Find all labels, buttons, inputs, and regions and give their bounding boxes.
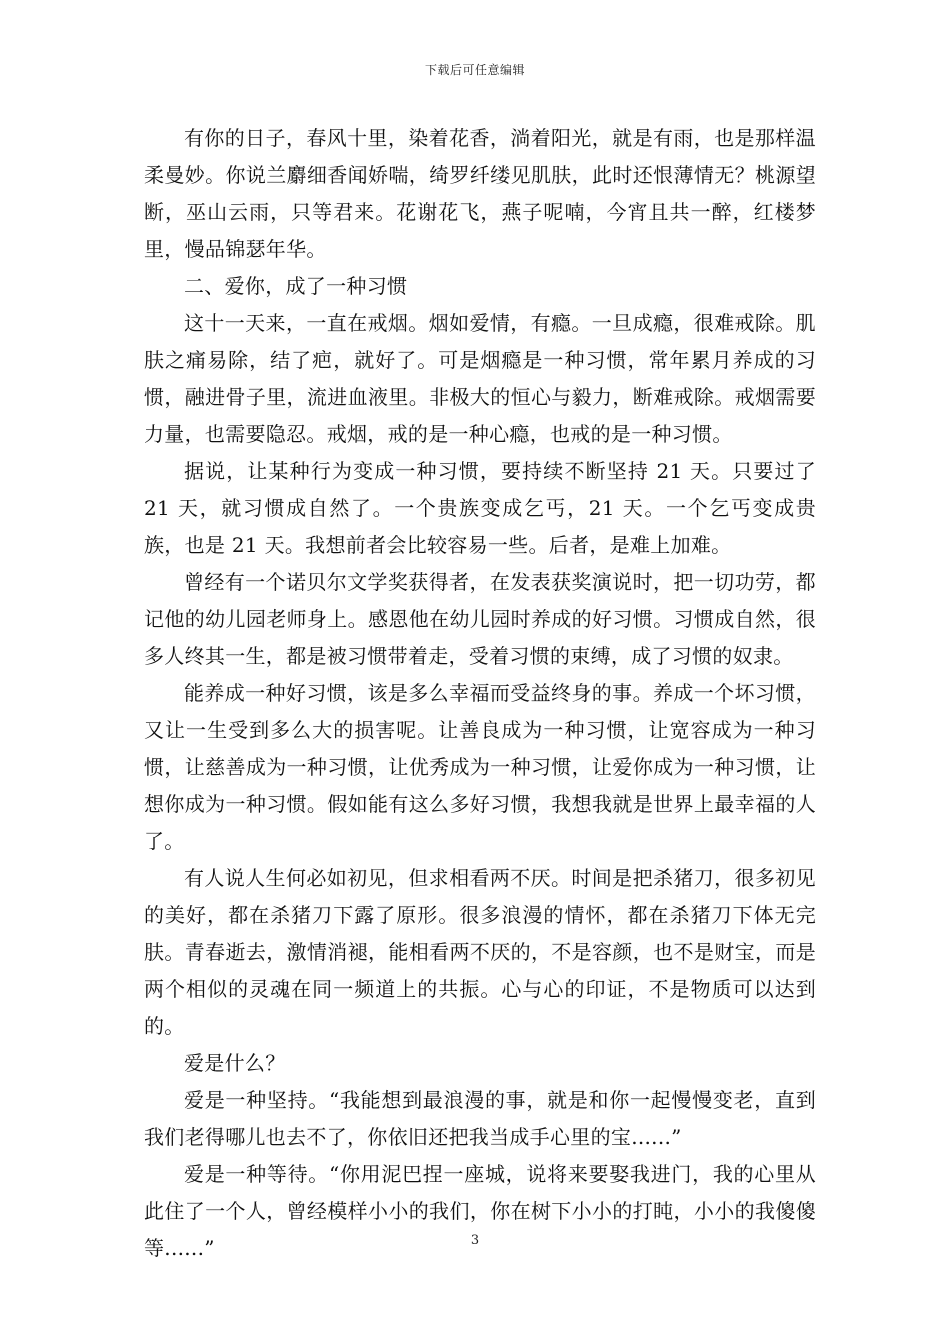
page-header: 下载后可任意编辑 xyxy=(424,63,525,77)
section-heading: 二、爱你，成了一种习惯 xyxy=(184,274,408,298)
paragraph-1: 有你的日子，春风十里，染着花香，淌着阳光，就是有雨，也是那样温柔曼妙。你说兰麝细香闻娇喘，绮罗纤缕见肌肤，此时还恨薄情无？桃源望断，巫山云雨，只等君来。花谢花飞，燕子呢喃，今宵且共一醉，红楼梦里，慢品锦瑟年华。 xyxy=(144,126,816,261)
page-number: 3 xyxy=(470,1233,480,1248)
paragraph-8: 爱是一种等待。“你用泥巴捏一座城，说将来要娶我进门，我的心里从此住了一个人，曾经模样小小的我们，你在树下小小的打盹，小小的我傻傻等......” xyxy=(144,1162,816,1260)
paragraph-5: 能养成一种好习惯，该是多么幸福而受益终身的事。养成一个坏习惯，又让一生受到多么大的损害呢。让善良成为一种习惯，让宽容成为一种习惯，让慈善成为一种习惯，让优秀成为一种习惯，让爱你成为一种习惯，让想你成为一种习惯。假如能有这么多好习惯，我想我就是世界上最幸福的人了。 xyxy=(144,681,816,853)
paragraph-question: 爱是什么？ xyxy=(184,1051,286,1075)
paragraph-2: 这十一天来，一直在戒烟。烟如爱情，有瘾。一旦成瘾，很难戒除。肌肤之痛易除，结了疤，就好了。可是烟瘾是一种习惯，常年累月养成的习惯，融进骨子里，流进血液里。非极大的恒心与毅力，断难戒除。戒烟需要力量，也需要隐忍。戒烟，戒的是一种心瘾，也戒的是一种习惯。 xyxy=(144,311,816,446)
paragraph-3: 据说，让某种行为变成一种习惯，要持续不断坚持 21 天。只要过了 21 天，就习惯成自然了。一个贵族变成乞丐，21 天。一个乞丐变成贵族，也是 21 天。我想前者会比较容易一些。后者，是难上加难。 xyxy=(144,459,816,557)
document-body xyxy=(144,120,816,1267)
paragraph-6: 有人说人生何必如初见，但求相看两不厌。时间是把杀猪刀，很多初见的美好，都在杀猪刀下露了原形。很多浪漫的情怀，都在杀猪刀下体无完肤。青春逝去，激情消褪，能相看两不厌的，不是容颜，也不是财宝，而是两个相似的灵魂在同一频道上的共振。心与心的印证，不是物质可以达到的。 xyxy=(144,866,816,1038)
paragraph-7: 爱是一种坚持。“我能想到最浪漫的事，就是和你一起慢慢变老，直到我们老得哪儿也去不了，你依旧还把我当成手心里的宝......” xyxy=(144,1088,816,1149)
paragraph-4: 曾经有一个诺贝尔文学奖获得者，在发表获奖演说时，把一切功劳，都记他的幼儿园老师身上。感恩他在幼儿园时养成的好习惯。习惯成自然，很多人终其一生，都是被习惯带着走，受着习惯的束缚，成了习惯的奴隶。 xyxy=(144,570,816,668)
